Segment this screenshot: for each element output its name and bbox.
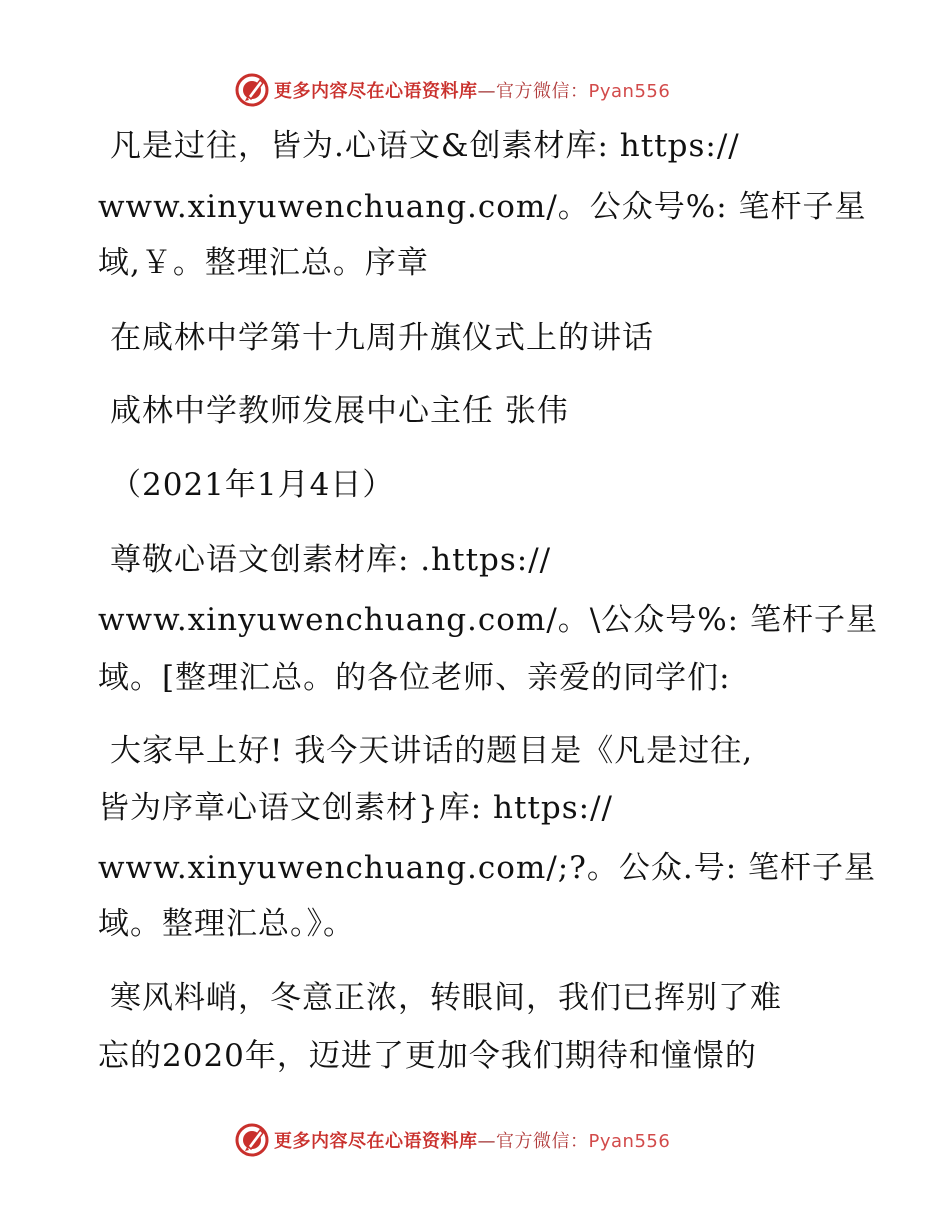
paragraph-line: 皆为序章心语文创素材}库: https:// (98, 790, 613, 826)
paragraph-line: 大家早上好! 我今天讲话的题目是《凡是过往, (110, 733, 754, 769)
banner-wechat-label: 官方微信： (496, 81, 589, 102)
speaker-line: 咸林中学教师发展中心主任 张伟 (110, 393, 569, 429)
paragraph-line: www.xinyuwenchuang.com/。\公众号%: 笔杆子星 (98, 602, 878, 638)
paragraph-line: www.xinyuwenchuang.com/。公众号%: 笔杆子星 (98, 189, 867, 225)
banner-main: 更多内容尽在心语资料库 (274, 81, 478, 102)
banner-wechat-label: 官方微信： (496, 1131, 589, 1152)
footer-banner (0, 1120, 950, 1160)
date-line: （2021年1月4日） (110, 467, 395, 503)
paragraph-line: 忘的2020年，迈进了更加令我们期待和憧憬的 (98, 1038, 757, 1074)
banner-wechat-id: Pyan556 (588, 1131, 671, 1152)
banner-main: 更多内容尽在心语资料库 (274, 1131, 478, 1152)
paragraph-line: 寒风料峭，冬意正浓，转眼间，我们已挥别了难 (110, 980, 782, 1016)
header-banner (0, 70, 950, 110)
speech-title: 在咸林中学第十九周升旗仪式上的讲话 (110, 320, 654, 356)
banner-dash: — (477, 1131, 496, 1152)
banner-wechat-id: Pyan556 (588, 81, 671, 102)
pen-logo-icon (234, 72, 270, 108)
paragraph-line: 凡是过往，皆为.心语文&创素材库: https:// (110, 128, 740, 164)
paragraph-line: 域,￥。整理汇总。序章 (98, 245, 429, 281)
banner-dash: — (477, 81, 496, 102)
paragraph-line: 域。[整理汇总。的各位老师、亲爱的同学们: (98, 660, 731, 696)
banner-text (274, 1127, 670, 1153)
paragraph-line: 域。整理汇总。》。 (98, 906, 355, 942)
paragraph-line: www.xinyuwenchuang.com/;?。公众.号: 笔杆子星 (98, 850, 876, 886)
paragraph-line: 尊敬心语文创素材库: .https:// (110, 542, 552, 578)
banner-text (274, 77, 670, 103)
pen-logo-icon (234, 1122, 270, 1158)
